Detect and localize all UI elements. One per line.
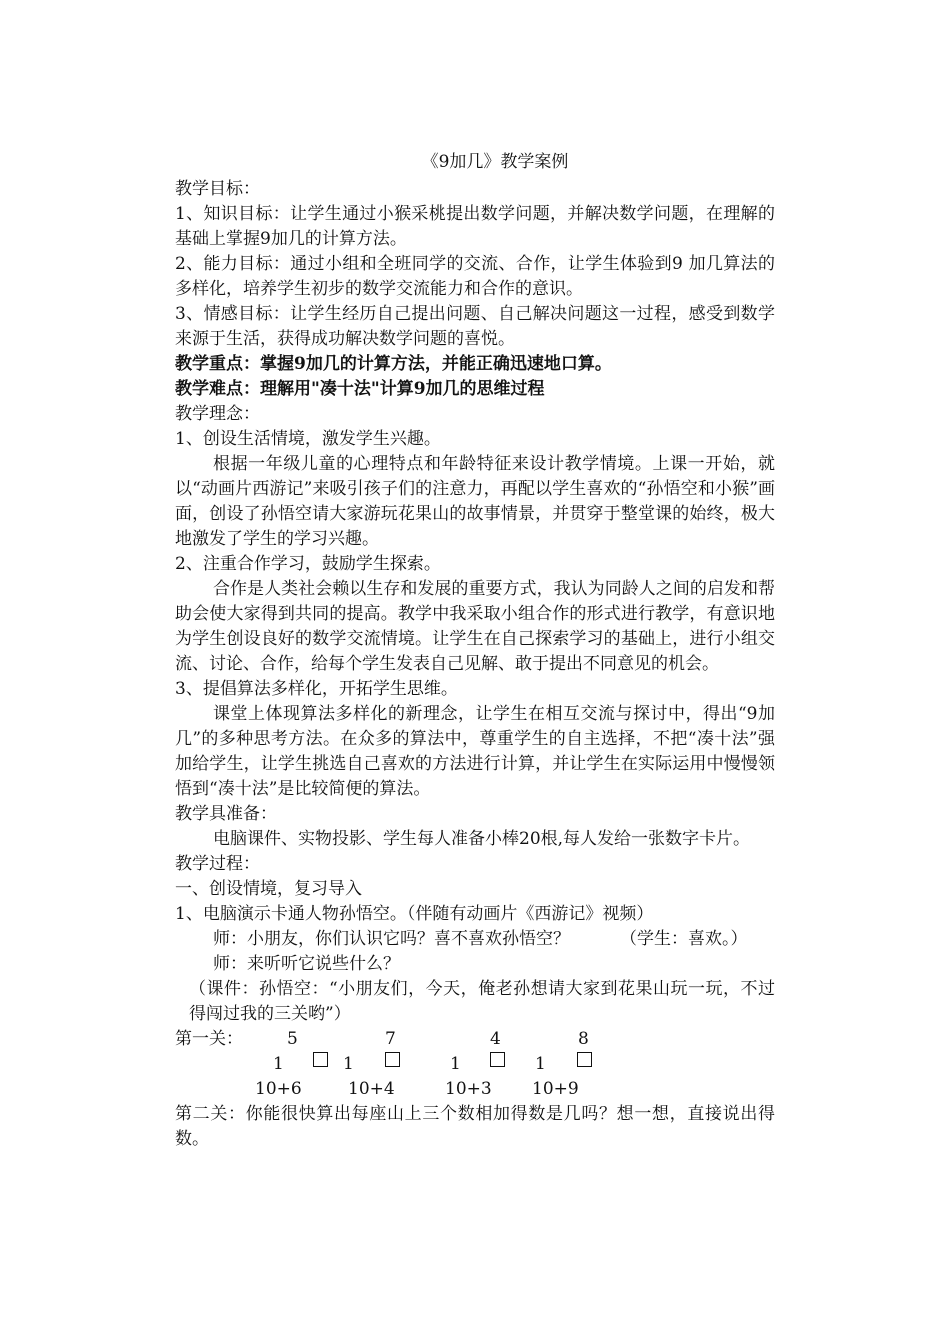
goals-heading: 教学目标： xyxy=(175,179,260,199)
concept1-text: 根据一年级儿童的心理特点和年龄特征来设计教学情境。上课一开始，就以“动画片西游记”来吸引孩子们的注意力，再配以学生喜欢的“孙悟空和小猴”画面，创设了孙悟空请大家游玩花果山的故事情景，并贯穿于整堂课的始终，极大地激发了学生的学习兴趣。 xyxy=(175,454,775,549)
level1-top-number: 5 xyxy=(287,1029,298,1049)
level1-label: 第一关： xyxy=(175,1029,243,1049)
student-answer: （学生：喜欢。） xyxy=(620,929,748,949)
level1-top-number: 8 xyxy=(578,1029,589,1049)
section1-heading: 一、创设情境，复习导入 xyxy=(175,879,362,899)
level1-one: 1 xyxy=(535,1054,546,1074)
goal-emotion: 3、情感目标：让学生经历自己提出问题、自己解决问题这一过程，感受到数学来源于生活，获得成功解决数学问题的喜悦。 xyxy=(175,304,775,349)
goal-knowledge: 1、知识目标：让学生通过小猴采桃提出数学问题，并解决数学问题，在理解的基础上掌握9加几的计算方法。 xyxy=(175,204,775,249)
concept1-heading: 1、创设生活情境，激发学生兴趣。 xyxy=(175,429,441,449)
level1-one: 1 xyxy=(343,1054,354,1074)
dialogue-line-1 xyxy=(175,927,775,952)
level1-sum: 10+9 xyxy=(532,1079,579,1099)
concept3-text: 课堂上体现算法多样化的新理念，让学生在相互交流与探讨中，得出“9加几”的多种思考方法。在众多的算法中，尊重学生的自主选择，不把“凑十法”强加给学生，让学生挑选自己喜欢的方法进行计算，并让学生在实际运用中慢慢领悟到“凑十法”是比较简便的算法。 xyxy=(175,704,775,799)
process-heading: 教学过程： xyxy=(175,854,260,874)
level1-sum: 10+6 xyxy=(255,1079,302,1099)
level1-top-row xyxy=(175,1027,775,1052)
level1-one: 1 xyxy=(450,1054,461,1074)
level2-text: 第二关：你能很快算出每座山上三个数相加得数是几吗？想一想，直接说出得数。 xyxy=(175,1104,775,1149)
answer-box[interactable] xyxy=(385,1052,400,1067)
page-title: 《9加几》教学案例 xyxy=(421,152,569,172)
level1-one: 1 xyxy=(273,1054,284,1074)
level1-middle-row xyxy=(175,1052,775,1077)
prep-text: 电脑课件、实物投影、学生每人准备小棒20根,每人发给一张数字卡片。 xyxy=(213,829,751,849)
answer-box[interactable] xyxy=(313,1052,328,1067)
answer-box[interactable] xyxy=(577,1052,592,1067)
level1-top-number: 4 xyxy=(490,1029,501,1049)
level1-top-number: 7 xyxy=(385,1029,396,1049)
document-page xyxy=(175,150,775,1152)
step1: 1、电脑演示卡通人物孙悟空。（伴随有动画片《西游记》视频） xyxy=(175,904,654,924)
dialogue-line-2: 师：来听听它说些什么？ xyxy=(213,954,400,974)
answer-box[interactable] xyxy=(490,1052,505,1067)
level1-bottom-row xyxy=(175,1077,775,1102)
level1-sum: 10+4 xyxy=(348,1079,395,1099)
prep-heading: 教学具准备： xyxy=(175,804,277,824)
concept-heading: 教学理念： xyxy=(175,404,260,424)
teacher-question: 师：小朋友，你们认识它吗？喜不喜欢孙悟空？ xyxy=(213,929,570,949)
level1-sum: 10+3 xyxy=(445,1079,492,1099)
concept2-text: 合作是人类社会赖以生存和发展的重要方式，我认为同龄人之间的启发和帮助会使大家得到共同的提高。教学中我采取小组合作的形式进行教学，有意识地为学生创设良好的数学交流情境。让学生在自己探索学习的基础上，进行小组交流、讨论、合作，给每个学生发表自己见解、敢于提出不同意见的机会。 xyxy=(175,579,775,674)
key-point: 教学重点：掌握9加几的计算方法，并能正确迅速地口算。 xyxy=(175,354,612,374)
difficulty: 教学难点：理解用"凑十法"计算9加几的思维过程 xyxy=(175,379,545,399)
courseware-line: （课件：孙悟空：“小朋友们，今天，俺老孙想请大家到花果山玩一玩，不过得闯过我的三关哟”） xyxy=(189,979,775,1024)
concept2-heading: 2、注重合作学习，鼓励学生探索。 xyxy=(175,554,441,574)
goal-ability: 2、能力目标：通过小组和全班同学的交流、合作，让学生体验到9 加几算法的多样化，培养学生初步的数学交流能力和合作的意识。 xyxy=(175,254,775,299)
concept3-heading: 3、提倡算法多样化，开拓学生思维。 xyxy=(175,679,458,699)
